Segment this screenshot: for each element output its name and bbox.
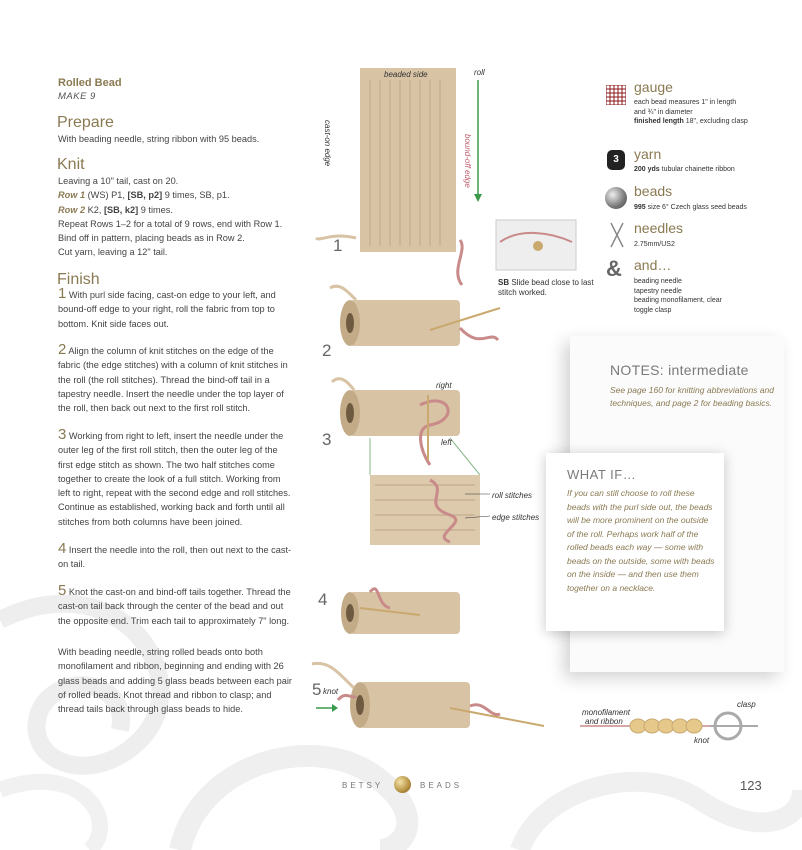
necklace-detail: [580, 698, 760, 748]
diagram-step-3: 3: [322, 430, 332, 449]
fabric-swatch: [360, 68, 456, 252]
label-roll: roll: [474, 68, 485, 77]
finish-step-3: 3 Working from right to left, insert the needle under the outer leg of the first roll stitch, then the outer leg of the first edge stitch as shown. The two half stitches come together to create the look of a full stitch. Working from left to right, repeat with the second edge and roll stitches. Continue as established, working back and forth until all stitches from both columns have been joined.: [58, 426, 291, 527]
finish-closing: With beading needle, string rolled beads onto both monofilament and ribbon, beginning and ending with 26 glass beads and adding 5 glass beads between each pair of rolled beads. Knot thread and ribbon to clasp; and thread tails back through glass beads to hide.: [58, 647, 292, 715]
knit-line-5: Bind off in pattern, placing beads as in Row 2.: [58, 233, 245, 244]
and-heading: and…: [634, 257, 672, 273]
label-knot: knot: [323, 687, 339, 696]
gauge-icon: [606, 85, 626, 105]
and-details: beading needle tapestry needle beading monofilament, clear toggle clasp: [634, 278, 722, 314]
yarn-weight-icon: 3: [607, 150, 625, 170]
label-monofilament: monofilament: [582, 708, 631, 717]
needles-details: 2.75mm/US2: [634, 241, 675, 248]
gauge-heading: gauge: [634, 79, 673, 95]
diagram-step-2: 2: [322, 341, 332, 360]
knit-row-2: Row 2 K2, [SB, k2] 9 times.: [58, 204, 173, 215]
bind-off-tail: [458, 240, 462, 285]
yarn-heading: yarn: [634, 146, 662, 162]
diagram-step-4: 4: [318, 590, 328, 609]
knit-line-4: Repeat Rows 1–2 for a total of 9 rows, end with Row 1.: [58, 218, 283, 229]
footer-bead-logo: [394, 776, 411, 793]
label-left: left: [441, 438, 452, 447]
bead-icon: [533, 241, 543, 251]
needles-icon: [608, 222, 626, 248]
roll-step-5: [360, 682, 470, 728]
whatif-text: If you can still choose to roll these beads with the purl side out, the beads will be more prominent on the outside of the roll. Perhaps work half of the rolled beads each way — some with beads on the outside, some with beads on the inside — and then use them together on a necklace.: [567, 488, 715, 593]
finish-step-4: 4 Insert the needle into the roll, then out next to the cast-on tail.: [58, 540, 292, 570]
beads-details: 995 size 6° Czech glass seed beads: [634, 204, 747, 211]
knit-line-1: Leaving a 10" tail, cast on 20.: [58, 176, 179, 186]
glass-bead: [686, 719, 702, 733]
label-and-ribbon: and ribbon: [585, 717, 623, 726]
prepare-text: With beading needle, string ribbon with 95 beads.: [58, 134, 260, 144]
whatif-title: WHAT IF…: [567, 467, 637, 482]
notes-title: NOTES: intermediate: [610, 362, 749, 378]
footer-brand-right: BEADS: [420, 781, 463, 790]
notes-text: See page 160 for knitting abbreviations and techniques, and page 2 for beading basics.: [610, 385, 774, 408]
roll-step-2: [350, 300, 460, 346]
knit-instructions: [58, 174, 298, 260]
label-cast-on-edge: cast-on edge: [323, 120, 332, 167]
label-right: right: [436, 381, 452, 390]
finish-step-2: 2 Align the column of knit stitches on the edge of the fabric (the edge stitches) with a column of knit stitches in the roll (the roll stitches). Thread the bind-off tail in a tapestry needle. Insert the needle under the top layer of the roll, then back out next to the first roll stitch.: [58, 341, 288, 414]
gauge-details: each bead measures 1" in length and ¾" in diameter finished length 18", excluding clasp: [634, 99, 748, 125]
ampersand-icon: &: [606, 256, 622, 281]
instruction-diagrams: [300, 60, 590, 760]
label-knot-clasp: knot: [694, 736, 710, 745]
diagram-step-1: 1: [333, 236, 343, 255]
sb-caption: SB Slide bead close to last stitch worked.: [498, 278, 594, 297]
beads-icon: [605, 187, 627, 209]
knit-line-6: Cut yarn, leaving a 12" tail.: [58, 247, 168, 258]
needles-heading: needles: [634, 220, 684, 236]
page-number: 123: [740, 778, 762, 793]
pattern-title: Rolled Bead: [58, 77, 122, 89]
diagram-step-5: 5: [312, 680, 322, 699]
finish-step-1: 1 With purl side facing, cast-on edge to your left, and bound-off edge to your right, roll the fabric from top to bottom. Knit side faces out.: [58, 285, 276, 329]
roll-step-3: [350, 390, 460, 436]
label-roll-stitches: roll stitches: [492, 491, 533, 500]
label-bound-off-edge: bound-off edge: [463, 134, 472, 188]
finish-heading: Finish: [57, 271, 100, 288]
prepare-heading: Prepare: [57, 114, 114, 131]
yarn-details: 200 yds tubular chainette ribbon: [634, 166, 735, 173]
beads-heading: beads: [634, 183, 673, 199]
finish-step-5: 5 Knot the cast-on and bind-off tails together. Thread the cast-on tail back through the center of the bead and out the opposite end. Trim each tail to approximately 7" long.: [58, 582, 291, 626]
knit-row-1: Row 1 (WS) P1, [SB, p2] 9 times, SB, p1.: [58, 190, 230, 201]
label-clasp: clasp: [737, 700, 756, 709]
knit-heading: Knit: [57, 156, 85, 173]
label-beaded-side: beaded side: [384, 70, 428, 79]
pattern-make: MAKE 9: [58, 91, 96, 102]
roll-arrowhead: [474, 194, 482, 202]
footer-brand-left: BETSY: [342, 781, 384, 790]
label-edge-stitches: edge stitches: [492, 513, 540, 522]
